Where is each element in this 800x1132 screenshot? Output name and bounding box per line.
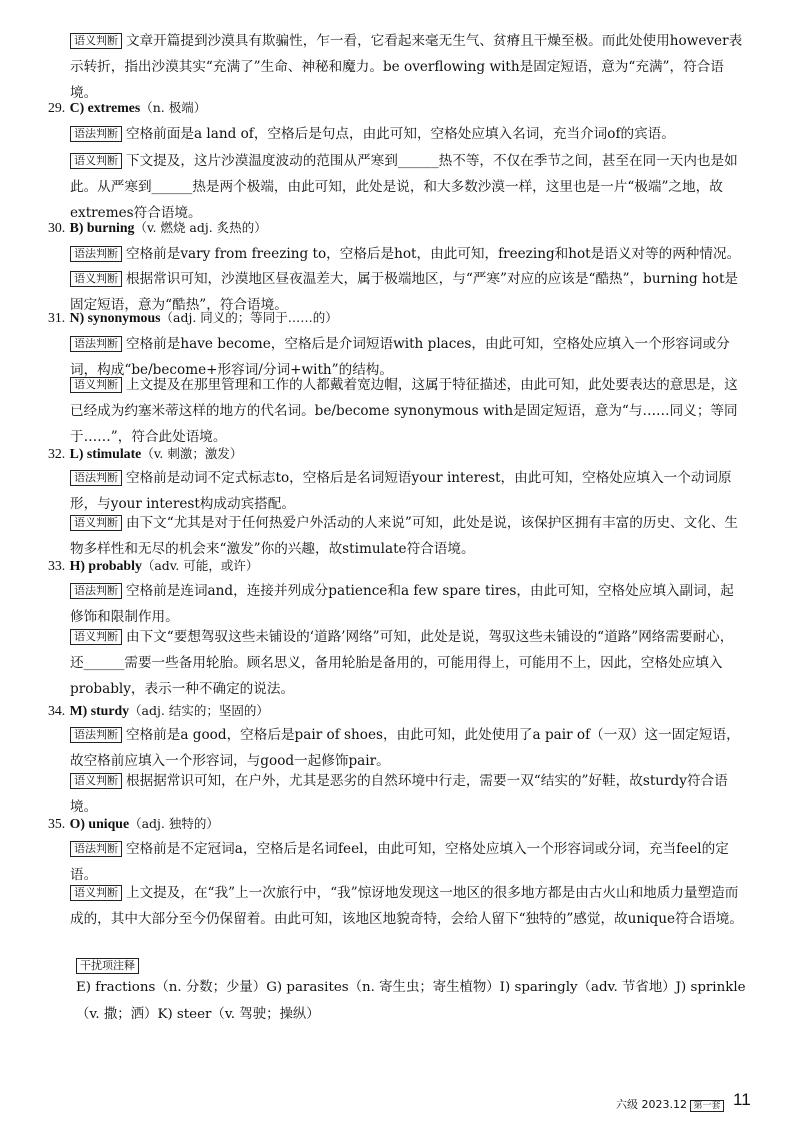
distractor-notes: E) fractions（n. 分数；少量）G) parasites（n. 寄生虫；寄生植物）I) sparingly（adv. 节省地）J) sprinkle（v. 撒；洒）K) steer（v. 驾驶；操纵） bbox=[76, 980, 746, 1022]
item-29-semantic: 语义判断 下文提及，这片沙漠温度波动的范围从严寒到______热不等，不仅在季节之间，甚至在同一天内也是如此。从严寒到______热是两个极端，由此可知，此处是说，和大多数沙漠一样，这里也是一片“极端”之地，故extremes符合语境。 bbox=[70, 153, 738, 221]
item-heading-32: 32. L) stimulate（v. 刺激；激发） bbox=[48, 446, 243, 461]
item-32-grammar: 语法判断 空格前是动词不定式标志to，空格后是名词短语your interest，由此可知，空格处应填入一个动词原形，与your interest构成动宾搭配。 bbox=[70, 470, 732, 512]
item-heading-35: 35. O) unique（adj. 独特的） bbox=[48, 816, 219, 831]
item-31-grammar: 语法判断 空格前是have become，空格后是介词短语with places，由此可知，空格处应填入一个形容词或分词，构成“be/become+形容词/分词+with”的结构。 bbox=[70, 336, 730, 378]
item-35-semantic: 语义判断 上文提及，在“我”上一次旅行中，“我”惊讶地发现这一地区的很多地方都是由古火山和地质力量塑造而成的，其中大部分至今仍保留着。由此可知，该地区地貌奇特，会给人留下“独特的”感觉，故unique符合语境。 bbox=[70, 885, 743, 927]
item-29-grammar: 语法判断 空格前面是a land of，空格后是句点，由此可知，空格处应填入名词，充当介词of的宾语。 bbox=[70, 121, 745, 147]
item-32-semantic: 语义判断 由下文“尤其是对于任何热爱户外活动的人来说”可知，此处是说，该保护区拥有丰富的历史、文化、生物多样性和无尽的机会来“激发”你的兴趣，故stimulate符合语境。 bbox=[70, 515, 739, 557]
item-34-semantic: 语义判断 根据据常识可知，在户外，尤其是恶劣的自然环境中行走，需要一双“结实的”好鞋，故sturdy符合语境。 bbox=[70, 773, 728, 815]
item-35-grammar: 语法判断 空格前是不定冠词a，空格后是名词feel，由此可知，空格处应填入一个形容词或分词，充当feel的定语。 bbox=[70, 841, 729, 883]
intro-semantic-block bbox=[70, 28, 745, 106]
item-heading-33: 33. H) probably（adv. 可能，或许） bbox=[48, 558, 259, 573]
item-34-grammar: 语法判断 空格前是a good，空格后是pair of shoes，由此可知，此处使用了a pair of（一双）这一固定短语，故空格前应填入一个形容词，与good一起修饰pair。 bbox=[70, 727, 740, 769]
intro-semantic-text: 文章开篇提到沙漠具有欺骗性，乍一看，它看起来毫无生气、贫瘠且干燥至极。而此处使用however表示转折，指出沙漠其实“充满了”生命、神秘和魔力。be overflowing with是固定短语，意为“充满”，符合语境。 bbox=[70, 33, 743, 101]
item-33-grammar: 语法判断 空格前是连词and，连接并列成分patience和a few spare tires，由此可知，空格处应填入副词，起修饰和限制作用。 bbox=[70, 583, 734, 625]
item-30-semantic: 语义判断 根据常识可知，沙漠地区昼夜温差大，属于极端地区，与“严寒”对应的应该是“酷热”，burning hot是固定短语，意为“酷热”，符合语境。 bbox=[70, 271, 739, 313]
semantic-tag: 语义判断 bbox=[70, 33, 122, 49]
set-label: 第一套 bbox=[690, 1100, 723, 1112]
item-heading-31: 31. N) synonymous（adj. 同义的；等同于……的） bbox=[48, 310, 338, 325]
footer-edition: 六级 2023.12 第一套 bbox=[616, 1096, 724, 1112]
item-heading-29: 29. C) extremes（n. 极端） bbox=[48, 100, 207, 115]
item-heading-34: 34. M) sturdy（adj. 结实的；坚固的） bbox=[48, 703, 269, 718]
item-31-semantic: 语义判断 上文提及在那里管理和工作的人都戴着宽边帽，这属于特征描述，由此可知，此处要表达的意思是，这已经成为约塞米蒂这样的地方的代名词。be/become synonymous with是固定短语，意为“与……同义；等同于……”，符合此处语境。 bbox=[70, 377, 738, 445]
item-heading-30: 30. B) burning（v. 燃烧 adj. 炙热的） bbox=[48, 220, 267, 235]
distractor-tag: 干扰项注释 bbox=[76, 958, 139, 974]
item-30-grammar: 语法判断 空格前是vary from freezing to，空格后是hot，由此可知，freezing和hot是语义对等的两种情况。 bbox=[70, 241, 745, 267]
page-number: 11 bbox=[733, 1090, 751, 1109]
item-33-semantic: 语义判断 由下文“要想驾驭这些未铺设的‘道路’网络”可知，此处是说，驾驭这些未铺设的“道路”网络需要耐心，还______需要一些备用轮胎。顾名思义，备用轮胎是备用的，可能用得上，可能用不上，因此，空格处应填入probably，表示一种不确定的说法。 bbox=[70, 629, 734, 697]
